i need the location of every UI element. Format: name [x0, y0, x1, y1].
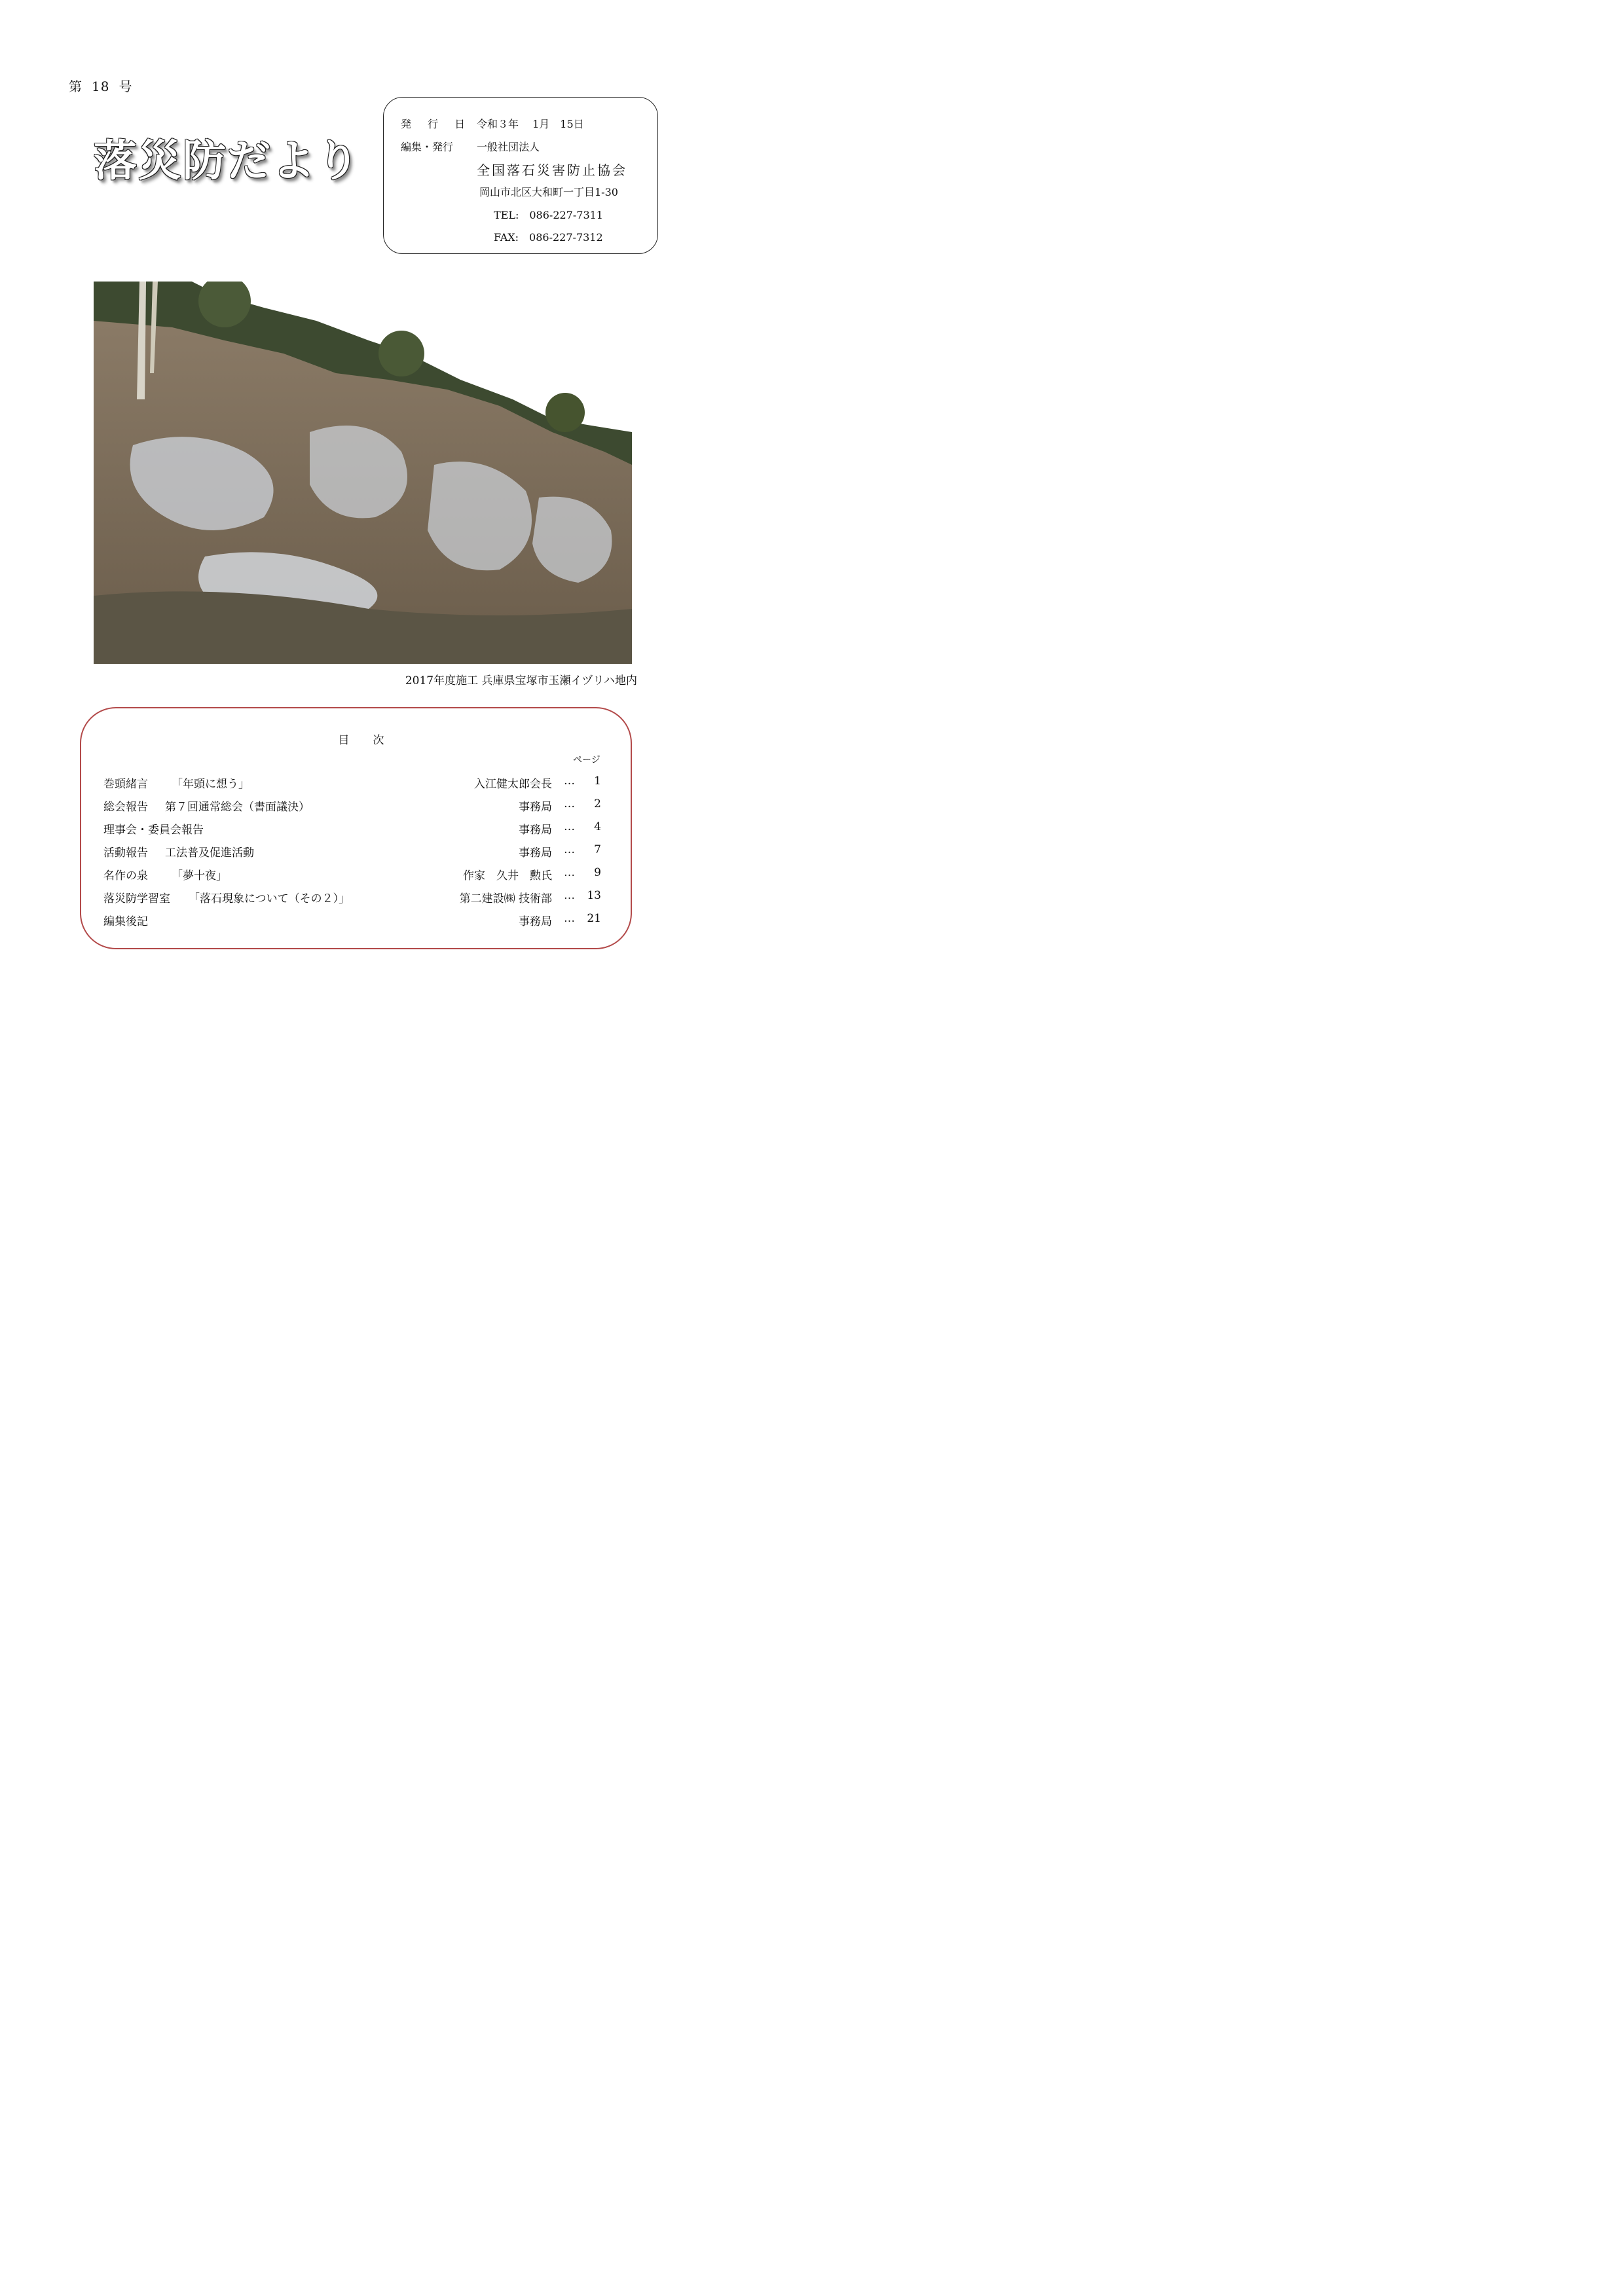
- toc-dots: …: [564, 866, 575, 879]
- toc-entry: [103, 820, 601, 840]
- issue-date-label: 発 行 日: [401, 118, 472, 130]
- toc-title-text: 「夢十夜」: [172, 869, 227, 883]
- issue-date-value: 令和３年 1月 15日: [477, 118, 584, 130]
- toc-title-text: 「年頭に想う」: [172, 778, 249, 791]
- publisher-label: 編集・発行: [401, 141, 454, 153]
- toc-author: 作家 久井 勲氏: [463, 869, 552, 883]
- toc-author: 第二建設㈱ 技術部: [459, 892, 552, 905]
- publication-info-box: [383, 97, 658, 254]
- toc-author: 事務局: [519, 824, 552, 837]
- toc-category: 活動報告: [103, 847, 148, 860]
- fax: FAX: 086-227-7312: [494, 231, 603, 244]
- toc-title-text: 工法普及促進活動: [165, 847, 254, 860]
- toc-entry: [103, 797, 601, 817]
- toc-page: 9: [594, 866, 601, 879]
- toc-entry: [103, 889, 601, 909]
- toc-entry: [103, 774, 601, 794]
- toc-title-part-2: 次: [373, 734, 384, 747]
- address: 岡山市北区大和町一丁目1-30: [479, 186, 618, 198]
- toc-dots: …: [564, 889, 575, 902]
- toc-page: 21: [587, 912, 601, 925]
- organization-name: 全国落石災害防止協会: [477, 162, 627, 178]
- toc-dots: …: [564, 797, 575, 811]
- toc-author: 事務局: [519, 801, 552, 814]
- toc-dots: …: [564, 820, 575, 833]
- photo-caption: 2017年度施工 兵庫県宝塚市玉瀬イヅリハ地内: [405, 674, 637, 687]
- issue-number-value: 18: [92, 79, 110, 94]
- toc-author: 事務局: [519, 915, 552, 928]
- toc-title-text: 第７回通常総会（書面議決）: [165, 801, 310, 814]
- issue-prefix: 第: [69, 79, 83, 94]
- toc-title-text: 「落石現象について（その２）」: [189, 892, 350, 905]
- toc-dots: …: [564, 774, 575, 788]
- newsletter-title: 落災防だより: [94, 135, 361, 186]
- toc-category: 総会報告: [103, 801, 148, 814]
- toc-page: 7: [594, 843, 601, 856]
- toc-category: 落災防学習室: [103, 892, 170, 905]
- issue-number: [69, 76, 141, 95]
- toc-category: 理事会・委員会報告: [103, 824, 204, 837]
- toc-category: 名作の泉: [103, 869, 148, 883]
- toc-page-header: ページ: [573, 755, 600, 765]
- toc-page: 2: [594, 797, 601, 811]
- toc-dots: …: [564, 912, 575, 925]
- toc-title: [0, 731, 722, 747]
- issue-suffix: 号: [119, 79, 133, 94]
- telephone: TEL: 086-227-7311: [494, 209, 603, 221]
- toc-category: 編集後記: [103, 915, 148, 928]
- toc-dots: …: [564, 843, 575, 856]
- toc-entry: [103, 843, 601, 863]
- toc-title-part-1: 目: [338, 734, 350, 747]
- rock-slope-illustration: [94, 282, 632, 664]
- toc-entry: [103, 866, 601, 886]
- toc-author: 入江健太郎会長: [474, 778, 552, 791]
- toc-page: 13: [587, 889, 601, 902]
- toc-entry: [103, 912, 601, 932]
- toc-author: 事務局: [519, 847, 552, 860]
- toc-page: 4: [594, 820, 601, 833]
- toc-category: 巻頭緒言: [103, 778, 148, 791]
- cover-photo: [94, 282, 632, 664]
- toc-page: 1: [594, 774, 601, 788]
- organization-type: 一般社団法人: [477, 141, 540, 153]
